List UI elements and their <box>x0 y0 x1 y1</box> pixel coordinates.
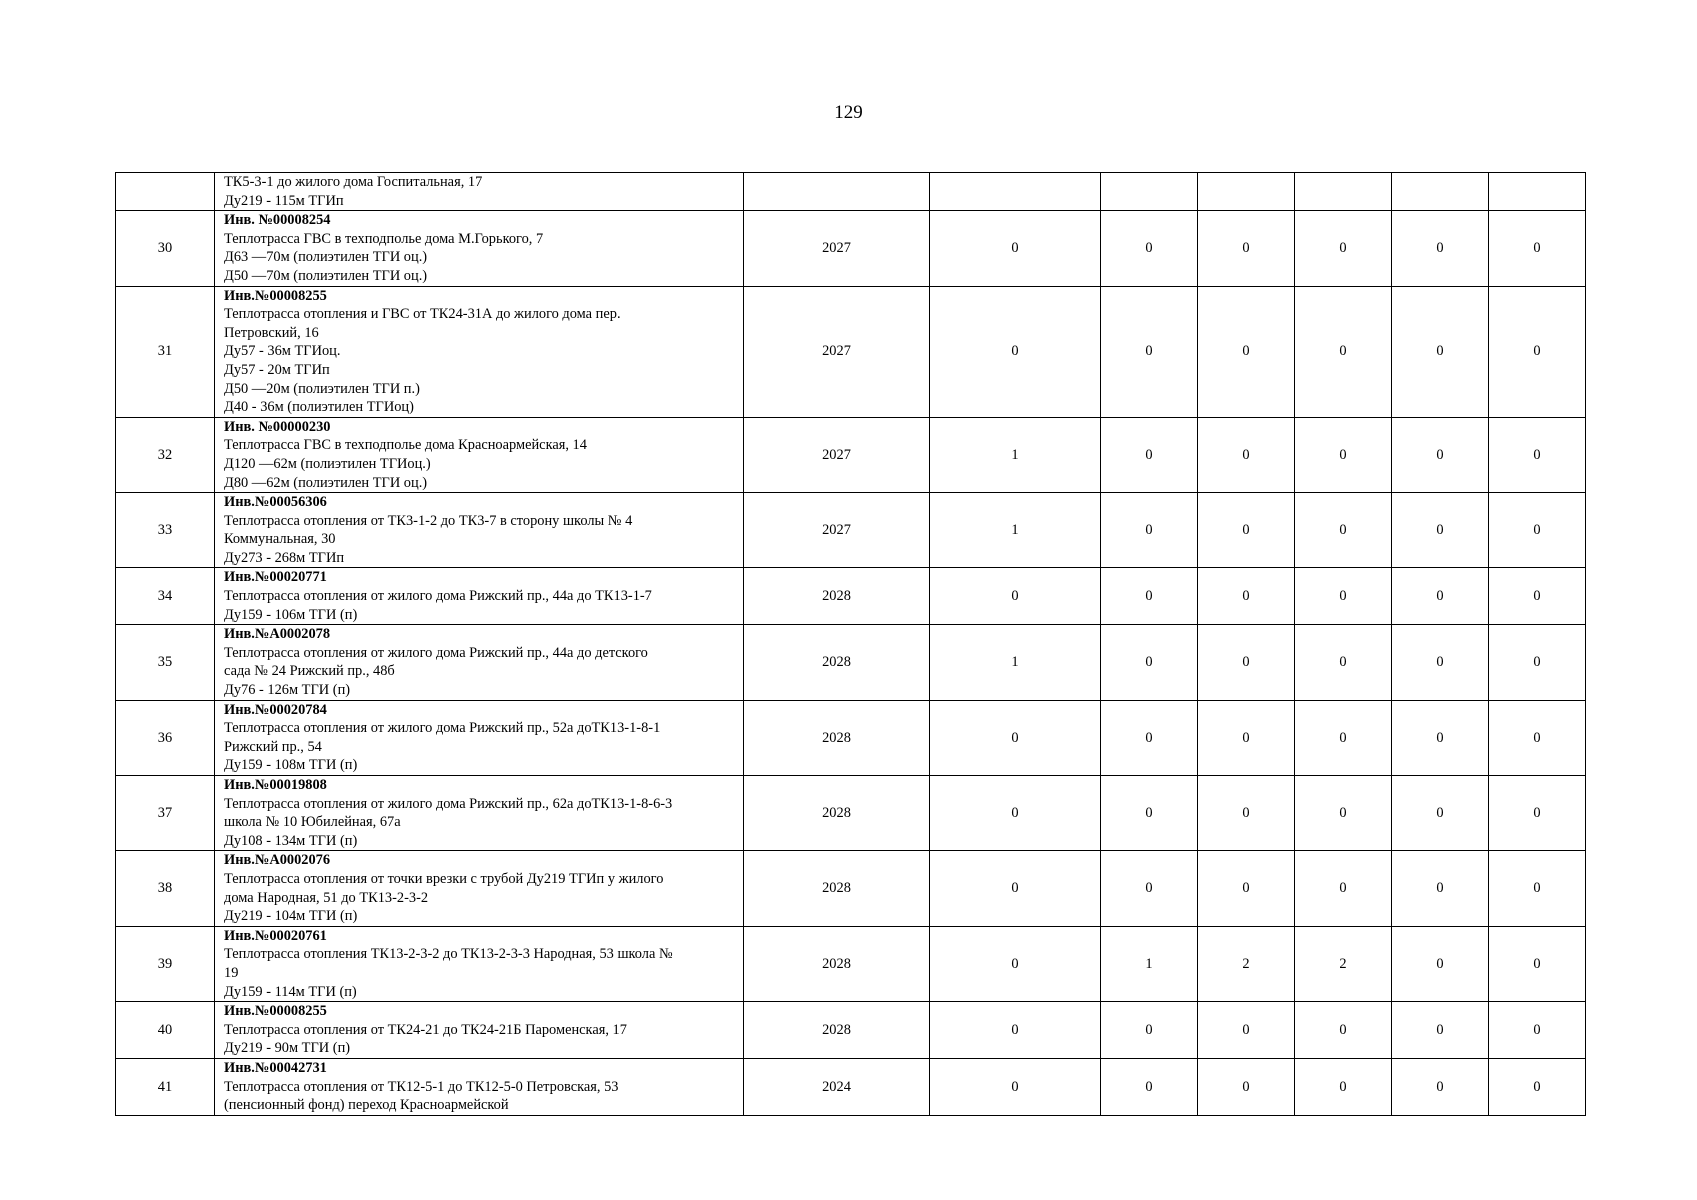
value-cell: 0 <box>1295 851 1392 926</box>
inventory-number: Инв.№00008255 <box>224 1003 327 1020</box>
inventory-number: Инв.№00042731 <box>224 1059 327 1076</box>
value-cell: 0 <box>1489 211 1586 286</box>
table-row <box>116 776 1586 851</box>
description-line: школа № 10 Юбилейная, 67а <box>224 814 401 831</box>
row-number-cell: 30 <box>116 211 215 286</box>
year-cell: 2028 <box>744 568 930 625</box>
description-cell <box>215 417 744 492</box>
description-line: Д80 —62м (полиэтилен ТГИ оц.) <box>224 474 428 491</box>
year-cell: 2028 <box>744 926 930 1001</box>
value-cell: 0 <box>1295 1058 1392 1115</box>
value-cell: 0 <box>1101 1002 1198 1059</box>
value-cell: 0 <box>1295 286 1392 417</box>
value-cell: 0 <box>1295 568 1392 625</box>
description-line: Теплотрасса отопления от жилого дома Рижский пр., 44а до ТК13-1-7 <box>224 588 652 605</box>
table-row <box>116 1002 1586 1059</box>
inventory-number: Инв.№00008255 <box>224 287 327 304</box>
value-cell: 0 <box>1392 493 1489 568</box>
row-number-cell: 39 <box>116 926 215 1001</box>
description-line: Теплотрасса отопления от жилого дома Рижский пр., 44а до детского <box>224 644 648 661</box>
value-cell: 0 <box>930 776 1101 851</box>
value-cell: 0 <box>930 286 1101 417</box>
inventory-number: Инв.№00019808 <box>224 777 327 793</box>
value-cell <box>1392 173 1489 211</box>
value-cell: 2 <box>1198 926 1295 1001</box>
inventory-number: Инв.№А0002078 <box>224 626 331 643</box>
description-line: 19 <box>224 964 239 981</box>
description-line: дома Народная, 51 до ТК13-2-3-2 <box>224 889 429 906</box>
value-cell: 0 <box>1198 568 1295 625</box>
value-cell: 0 <box>1101 1058 1198 1115</box>
value-cell: 0 <box>1392 851 1489 926</box>
description-line: Ду219 - 104м ТГИ (п) <box>224 908 358 925</box>
inventory-number: Инв. №00008254 <box>224 212 331 229</box>
row-number-cell: 34 <box>116 568 215 625</box>
description-line: Теплотрасса отопления от жилого дома Рижский пр., 62а доТК13-1-8-6-3 <box>224 795 673 812</box>
value-cell: 0 <box>1489 700 1586 775</box>
value-cell: 0 <box>1198 211 1295 286</box>
description-cell <box>215 776 744 851</box>
value-cell: 0 <box>1392 286 1489 417</box>
description-cell <box>215 286 744 417</box>
value-cell: 0 <box>1295 417 1392 492</box>
description-line: Теплотрасса отопления ТК13-2-3-2 до ТК13-2-3-3 Народная, 53 школа № <box>224 946 673 963</box>
description-line: Теплотрасса отопления и ГВС от ТК24-31А до жилого дома пер. <box>224 306 621 323</box>
table-row <box>116 926 1586 1001</box>
value-cell: 2 <box>1295 926 1392 1001</box>
description-line: Д120 —62м (полиэтилен ТГИоц.) <box>224 455 431 472</box>
value-cell: 0 <box>1101 417 1198 492</box>
value-cell: 0 <box>1489 625 1586 700</box>
description-cell <box>215 926 744 1001</box>
value-cell: 0 <box>1295 700 1392 775</box>
value-cell: 0 <box>930 568 1101 625</box>
description-line: Теплотрасса отопления от жилого дома Рижский пр., 52а доТК13-1-8-1 <box>224 720 661 737</box>
description-line: Теплотрасса отопления от ТК12-5-1 до ТК12-5-0 Петровская, 53 <box>224 1078 619 1095</box>
description-line: ТК5-3-1 до жилого дома Госпитальная, 17 <box>224 174 483 190</box>
description-line: Ду219 - 115м ТГИп <box>224 192 344 209</box>
description-cell <box>215 700 744 775</box>
inventory-number: Инв.№00020784 <box>224 701 327 718</box>
value-cell: 0 <box>1489 1002 1586 1059</box>
table-row <box>116 211 1586 286</box>
description-line: Ду57 - 36м ТГИоц. <box>224 343 341 360</box>
table-row <box>116 1058 1586 1115</box>
row-number-cell: 38 <box>116 851 215 926</box>
value-cell: 0 <box>1392 1058 1489 1115</box>
value-cell: 0 <box>1198 625 1295 700</box>
row-number-cell: 40 <box>116 1002 215 1059</box>
description-line: Коммунальная, 30 <box>224 531 336 548</box>
value-cell: 0 <box>1198 700 1295 775</box>
table-row <box>116 568 1586 625</box>
value-cell <box>930 173 1101 211</box>
value-cell <box>1489 173 1586 211</box>
row-number-cell: 32 <box>116 417 215 492</box>
table-row <box>116 851 1586 926</box>
value-cell: 0 <box>1392 1002 1489 1059</box>
description-line: Ду57 - 20м ТГИп <box>224 361 330 378</box>
description-line: Ду273 - 268м ТГИп <box>224 549 345 566</box>
value-cell: 0 <box>1392 211 1489 286</box>
value-cell <box>1295 173 1392 211</box>
value-cell: 0 <box>1489 926 1586 1001</box>
row-number-cell: 33 <box>116 493 215 568</box>
description-line: (пенсионный фонд) переход Красноармейской <box>224 1097 509 1114</box>
value-cell: 0 <box>1198 1002 1295 1059</box>
year-cell: 2027 <box>744 211 930 286</box>
row-number-cell: 36 <box>116 700 215 775</box>
value-cell <box>1198 173 1295 211</box>
value-cell: 0 <box>1392 776 1489 851</box>
description-cell <box>215 1002 744 1059</box>
value-cell: 0 <box>1295 1002 1392 1059</box>
description-line: Теплотрасса отопления от точки врезки с трубой Ду219 ТГИп у жилого <box>224 870 664 887</box>
value-cell: 0 <box>1392 568 1489 625</box>
value-cell: 0 <box>1198 851 1295 926</box>
description-line: Ду159 - 106м ТГИ (п) <box>224 606 358 623</box>
value-cell: 0 <box>1198 1058 1295 1115</box>
row-number-cell: 35 <box>116 625 215 700</box>
value-cell: 0 <box>1101 493 1198 568</box>
value-cell: 0 <box>1489 286 1586 417</box>
value-cell: 0 <box>1295 625 1392 700</box>
value-cell: 0 <box>930 1002 1101 1059</box>
value-cell: 0 <box>1101 286 1198 417</box>
value-cell: 0 <box>1489 851 1586 926</box>
description-line: Петровский, 16 <box>224 324 319 341</box>
value-cell: 0 <box>1295 776 1392 851</box>
year-cell: 2028 <box>744 851 930 926</box>
description-cell <box>215 211 744 286</box>
description-cell <box>215 568 744 625</box>
table-body <box>116 173 1586 1116</box>
description-line: Д63 —70м (полиэтилен ТГИ оц.) <box>224 249 428 266</box>
description-cell <box>215 851 744 926</box>
value-cell: 0 <box>1489 1058 1586 1115</box>
description-line: Рижский пр., 54 <box>224 738 322 755</box>
page-number: 129 <box>834 102 863 123</box>
description-cell <box>215 1058 744 1115</box>
year-cell: 2027 <box>744 417 930 492</box>
value-cell: 1 <box>1101 926 1198 1001</box>
row-number-cell: 37 <box>116 776 215 851</box>
value-cell: 0 <box>1198 493 1295 568</box>
description-line: Ду108 - 134м ТГИ (п) <box>224 832 358 849</box>
row-number-cell: 31 <box>116 286 215 417</box>
value-cell: 0 <box>1489 417 1586 492</box>
description-line: сада № 24 Рижский пр., 48б <box>224 663 395 680</box>
description-line: Ду76 - 126м ТГИ (п) <box>224 682 351 699</box>
row-number-cell: 41 <box>116 1058 215 1115</box>
value-cell: 0 <box>1101 700 1198 775</box>
description-line: Ду219 - 90м ТГИ (п) <box>224 1040 351 1057</box>
value-cell: 0 <box>1101 625 1198 700</box>
value-cell: 0 <box>1101 851 1198 926</box>
description-line: Теплотрасса ГВС в техподполье дома М.Горького, 7 <box>224 230 544 247</box>
value-cell: 0 <box>930 700 1101 775</box>
description-line: Ду159 - 114м ТГИ (п) <box>224 983 357 1000</box>
description-cell <box>215 625 744 700</box>
value-cell: 0 <box>1101 776 1198 851</box>
value-cell: 0 <box>1198 417 1295 492</box>
table-row <box>116 173 1586 211</box>
year-cell: 2028 <box>744 776 930 851</box>
year-cell: 2028 <box>744 625 930 700</box>
description-line: Д40 - 36м (полиэтилен ТГИоц) <box>224 399 414 416</box>
value-cell <box>1101 173 1198 211</box>
year-cell <box>744 173 930 211</box>
value-cell: 0 <box>1392 700 1489 775</box>
year-cell: 2024 <box>744 1058 930 1115</box>
inventory-number: Инв.№А0002076 <box>224 852 331 869</box>
year-cell: 2027 <box>744 493 930 568</box>
value-cell: 0 <box>930 1058 1101 1115</box>
value-cell: 0 <box>1392 926 1489 1001</box>
inventory-number: Инв.№00020761 <box>224 927 327 944</box>
value-cell: 1 <box>930 493 1101 568</box>
table-row <box>116 417 1586 492</box>
pipeline-table <box>115 172 1586 1116</box>
value-cell: 0 <box>1101 568 1198 625</box>
value-cell: 0 <box>1489 493 1586 568</box>
value-cell: 0 <box>1489 568 1586 625</box>
value-cell: 1 <box>930 417 1101 492</box>
inventory-number: Инв.№00056306 <box>224 494 327 511</box>
value-cell: 0 <box>1101 211 1198 286</box>
value-cell: 0 <box>1489 776 1586 851</box>
description-line: Теплотрасса ГВС в техподполье дома Красноармейская, 14 <box>224 437 587 454</box>
year-cell: 2028 <box>744 700 930 775</box>
table-row <box>116 286 1586 417</box>
description-line: Д50 —70м (полиэтилен ТГИ оц.) <box>224 267 428 284</box>
table-row <box>116 493 1586 568</box>
year-cell: 2027 <box>744 286 930 417</box>
value-cell: 0 <box>930 926 1101 1001</box>
value-cell: 0 <box>1392 417 1489 492</box>
description-line: Теплотрасса отопления от ТК24-21 до ТК24-21Б Пароменская, 17 <box>224 1021 627 1038</box>
value-cell: 0 <box>1392 625 1489 700</box>
year-cell: 2028 <box>744 1002 930 1059</box>
table-row <box>116 700 1586 775</box>
inventory-number: Инв.№00020771 <box>224 569 327 586</box>
row-number-cell <box>116 173 215 211</box>
value-cell: 0 <box>930 211 1101 286</box>
inventory-number: Инв. №00000230 <box>224 418 331 435</box>
value-cell: 1 <box>930 625 1101 700</box>
description-line: Ду159 - 108м ТГИ (п) <box>224 757 358 774</box>
description-cell <box>215 173 744 211</box>
value-cell: 0 <box>930 851 1101 926</box>
value-cell: 0 <box>1295 493 1392 568</box>
value-cell: 0 <box>1198 776 1295 851</box>
value-cell: 0 <box>1198 286 1295 417</box>
description-line: Теплотрасса отопления от ТК3-1-2 до ТК3-7 в сторону школы № 4 <box>224 512 633 529</box>
value-cell: 0 <box>1295 211 1392 286</box>
description-line: Д50 —20м (полиэтилен ТГИ п.) <box>224 380 420 397</box>
description-cell <box>215 493 744 568</box>
table-row <box>116 625 1586 700</box>
